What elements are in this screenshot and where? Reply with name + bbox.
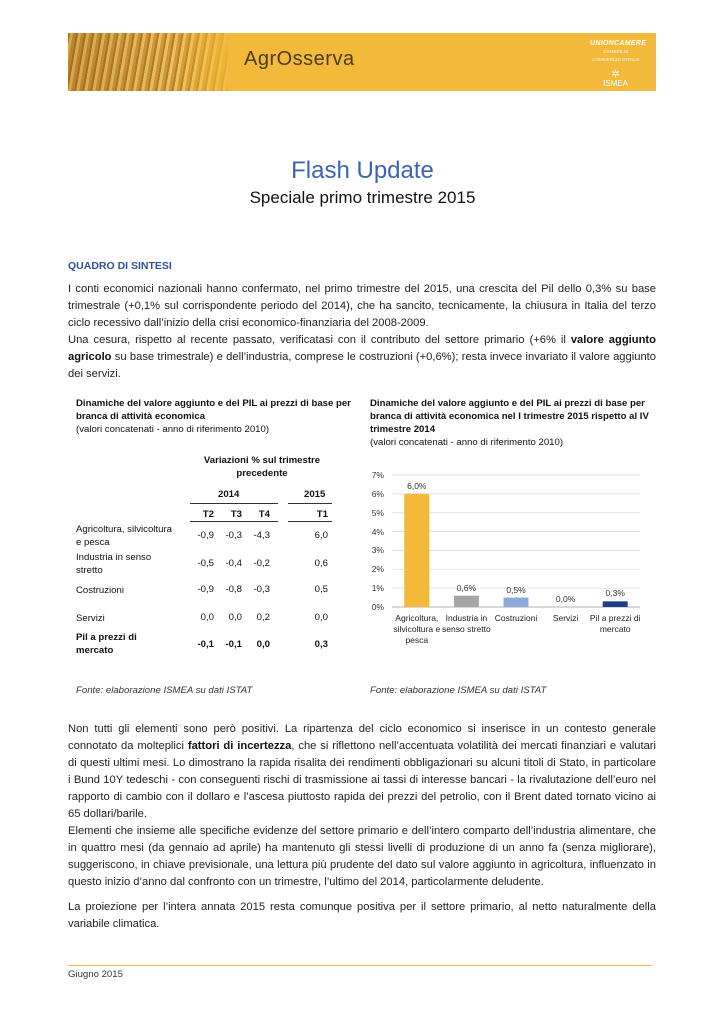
- table-row-label: Industria in senso stretto: [76, 552, 152, 576]
- y-tick-label: 4%: [371, 526, 384, 537]
- table-cell: 0,0: [314, 612, 328, 623]
- table-row-label: Agricoltura, silvicoltura e pesca: [76, 524, 172, 548]
- body-paragraph-1: Non tutti gli elementi sono però positivi. La ripartenza del ciclo economico si inserisce in un contesto generale connotato da molteplici fattori di incertezza, che si riflettono nell’accentuata volatilità dei mercati finanziari e valutari di questi ultimi mesi. Lo dimostrano la rapida risalita dei rendimenti obbligazionari su alcuni titoli di Stato, in particolare i Bund 10Y tedeschi - con conseguenti rischi di trasmissione ai tassi di interesse bancari - la rivalutazione dell’euro nel rapporto di cambio con il dollaro e l’ascesa piuttosto rapida dei prezzi del petrolio, con il Brent dated tornato vicino ai 65 dollari/barile.: [68, 723, 657, 820]
- category-label: Industria in senso stretto: [442, 613, 491, 634]
- footer-date: Giugno 2015: [68, 969, 123, 980]
- ismea-mark-icon: ✲: [611, 69, 620, 80]
- section-heading: QUADRO DI SINTESI: [68, 260, 172, 272]
- table-cell: -0,5: [197, 558, 214, 569]
- table-cell: -0,3: [253, 584, 270, 595]
- table-box-title: Dinamiche del valore aggiunto e del PIL ai prezzi di base per branca di attività economica (valori concatenati - anno di riferimento 2010): [76, 398, 351, 435]
- table-cell: -0,2: [253, 558, 270, 569]
- table-quarter: T1: [316, 509, 328, 520]
- table-cell: -0,3: [225, 530, 242, 541]
- table-cell: 0,0: [228, 612, 242, 623]
- brand-name: AgrOsserva: [244, 48, 355, 70]
- intro-paragraph-1: I conti economici nazionali hanno confermato, nel primo trimestre del 2015, una crescita del Pil dello 0,3% su base trimestrale (+0,1% sul corrispondente periodo del 2014), che ha sancito, tecnicamente, la chiusura in Italia del terzo ciclo recessivo dall’inizio della crisi economico-finanziaria del 2008-2009.: [68, 283, 656, 329]
- y-tick-label: 5%: [371, 507, 384, 518]
- table-row-label: Pil a prezzi di mercato: [76, 632, 137, 656]
- category-label: Costruzioni: [494, 613, 538, 623]
- chart-bar: [504, 598, 529, 607]
- y-tick-label: 1%: [371, 583, 384, 594]
- body-paragraph-3: La proiezione per l’intera annata 2015 resta comunque positiva per il settore primario, al netto naturalmente della variabile climatica.: [68, 901, 656, 930]
- body-paragraph-2: Elementi che insieme alle specifiche evidenze del settore primario e dell’intero comparto dell’industria alimentare, che in quattro mesi (da gennaio ad aprile) ha mantenuto gli stessi livelli di produzione di un anno fa (senza migliorare), suggeriscono, in chiave previsionale, una lettura più prudente del dato sul valore aggiunto in agricoltura, influenzato in questo inizio d’anno dal confronto con un trimestre, l’ultimo del 2014, particolarmente deludente.: [68, 825, 656, 888]
- table-header: Variazioni % sul trimestre precedente: [203, 455, 321, 479]
- table-cell: -4,3: [253, 530, 270, 541]
- bar-data-label: 0,5%: [506, 584, 526, 595]
- page-subtitle: Speciale primo trimestre 2015: [249, 188, 476, 207]
- table-year-2014: 2014: [218, 489, 240, 500]
- category-label: Pil a prezzi di mercato: [589, 613, 641, 634]
- chart-bar: [404, 494, 429, 607]
- bar-data-label: 0,6%: [456, 582, 477, 593]
- table-cell: -0,1: [197, 639, 214, 650]
- table-cell: 0,0: [256, 639, 270, 650]
- footer-divider: [68, 965, 652, 966]
- table-year-2015: 2015: [304, 489, 326, 500]
- chart-source: Fonte: elaborazione ISMEA su dati ISTAT: [370, 685, 547, 696]
- table-row-label: Costruzioni: [76, 585, 124, 596]
- table-cell: 6,0: [314, 530, 328, 541]
- intro-paragraph-2: Una cesura, rispetto al recente passato, verificatasi con il contributo del settore primario (+6% il valore aggiunto agricolo su base trimestrale) e dell’industria, comprese le costruzioni (+0,6%); resta invece invariato il valore aggiunto dei servizi.: [68, 334, 656, 380]
- y-tick-label: 6%: [371, 488, 384, 499]
- table-cell: -0,9: [197, 530, 214, 541]
- table-cell: -0,1: [225, 639, 242, 650]
- category-label: Servizi: [552, 613, 579, 623]
- y-tick-label: 2%: [371, 564, 384, 575]
- table-row-label: Servizi: [76, 613, 105, 624]
- table-cell: 0,3: [314, 639, 328, 650]
- table-cell: -0,9: [197, 584, 214, 595]
- category-label: Agricoltura, silvicoltura e pesca: [393, 613, 441, 645]
- chart-bar: [454, 596, 479, 607]
- chart-bar: [603, 601, 628, 607]
- table-quarter: T2: [202, 509, 214, 520]
- y-tick-label: 7%: [371, 470, 384, 480]
- table-cell: -0,8: [225, 584, 242, 595]
- bar-data-label: 0,0%: [555, 594, 576, 604]
- table-cell: -0,4: [225, 558, 242, 569]
- bar-data-label: 0,3%: [605, 588, 625, 599]
- y-tick-label: 0%: [371, 602, 384, 612]
- table-cell: 0,0: [200, 612, 214, 623]
- table-quarter: T3: [230, 509, 242, 520]
- growth-bar-chart: [370, 470, 648, 650]
- table-cell: 0,5: [314, 584, 328, 595]
- chart-box-title: Dinamiche del valore aggiunto e del PIL ai prezzi di base per branca di attività economica nel I trimestre 2015 rispetto al IV trimestre 2014 (valori concatenati - anno di riferimento 2010): [370, 398, 649, 448]
- ismea-logo: ✲ ISMEA: [603, 69, 628, 88]
- y-tick-label: 3%: [371, 545, 384, 556]
- table-source: Fonte: elaborazione ISMEA su dati ISTAT: [76, 685, 253, 696]
- table-quarter: T4: [258, 509, 270, 520]
- table-cell: 0,2: [256, 612, 270, 623]
- bar-data-label: 6,0%: [407, 480, 427, 491]
- page-title: Flash Update: [291, 157, 434, 184]
- table-cell: 0,6: [314, 558, 328, 569]
- header-banner: [68, 33, 656, 91]
- unioncamere-logo: UNIONCAMERE CAMERE DI COMMERCIO D'ITALIA: [590, 40, 647, 62]
